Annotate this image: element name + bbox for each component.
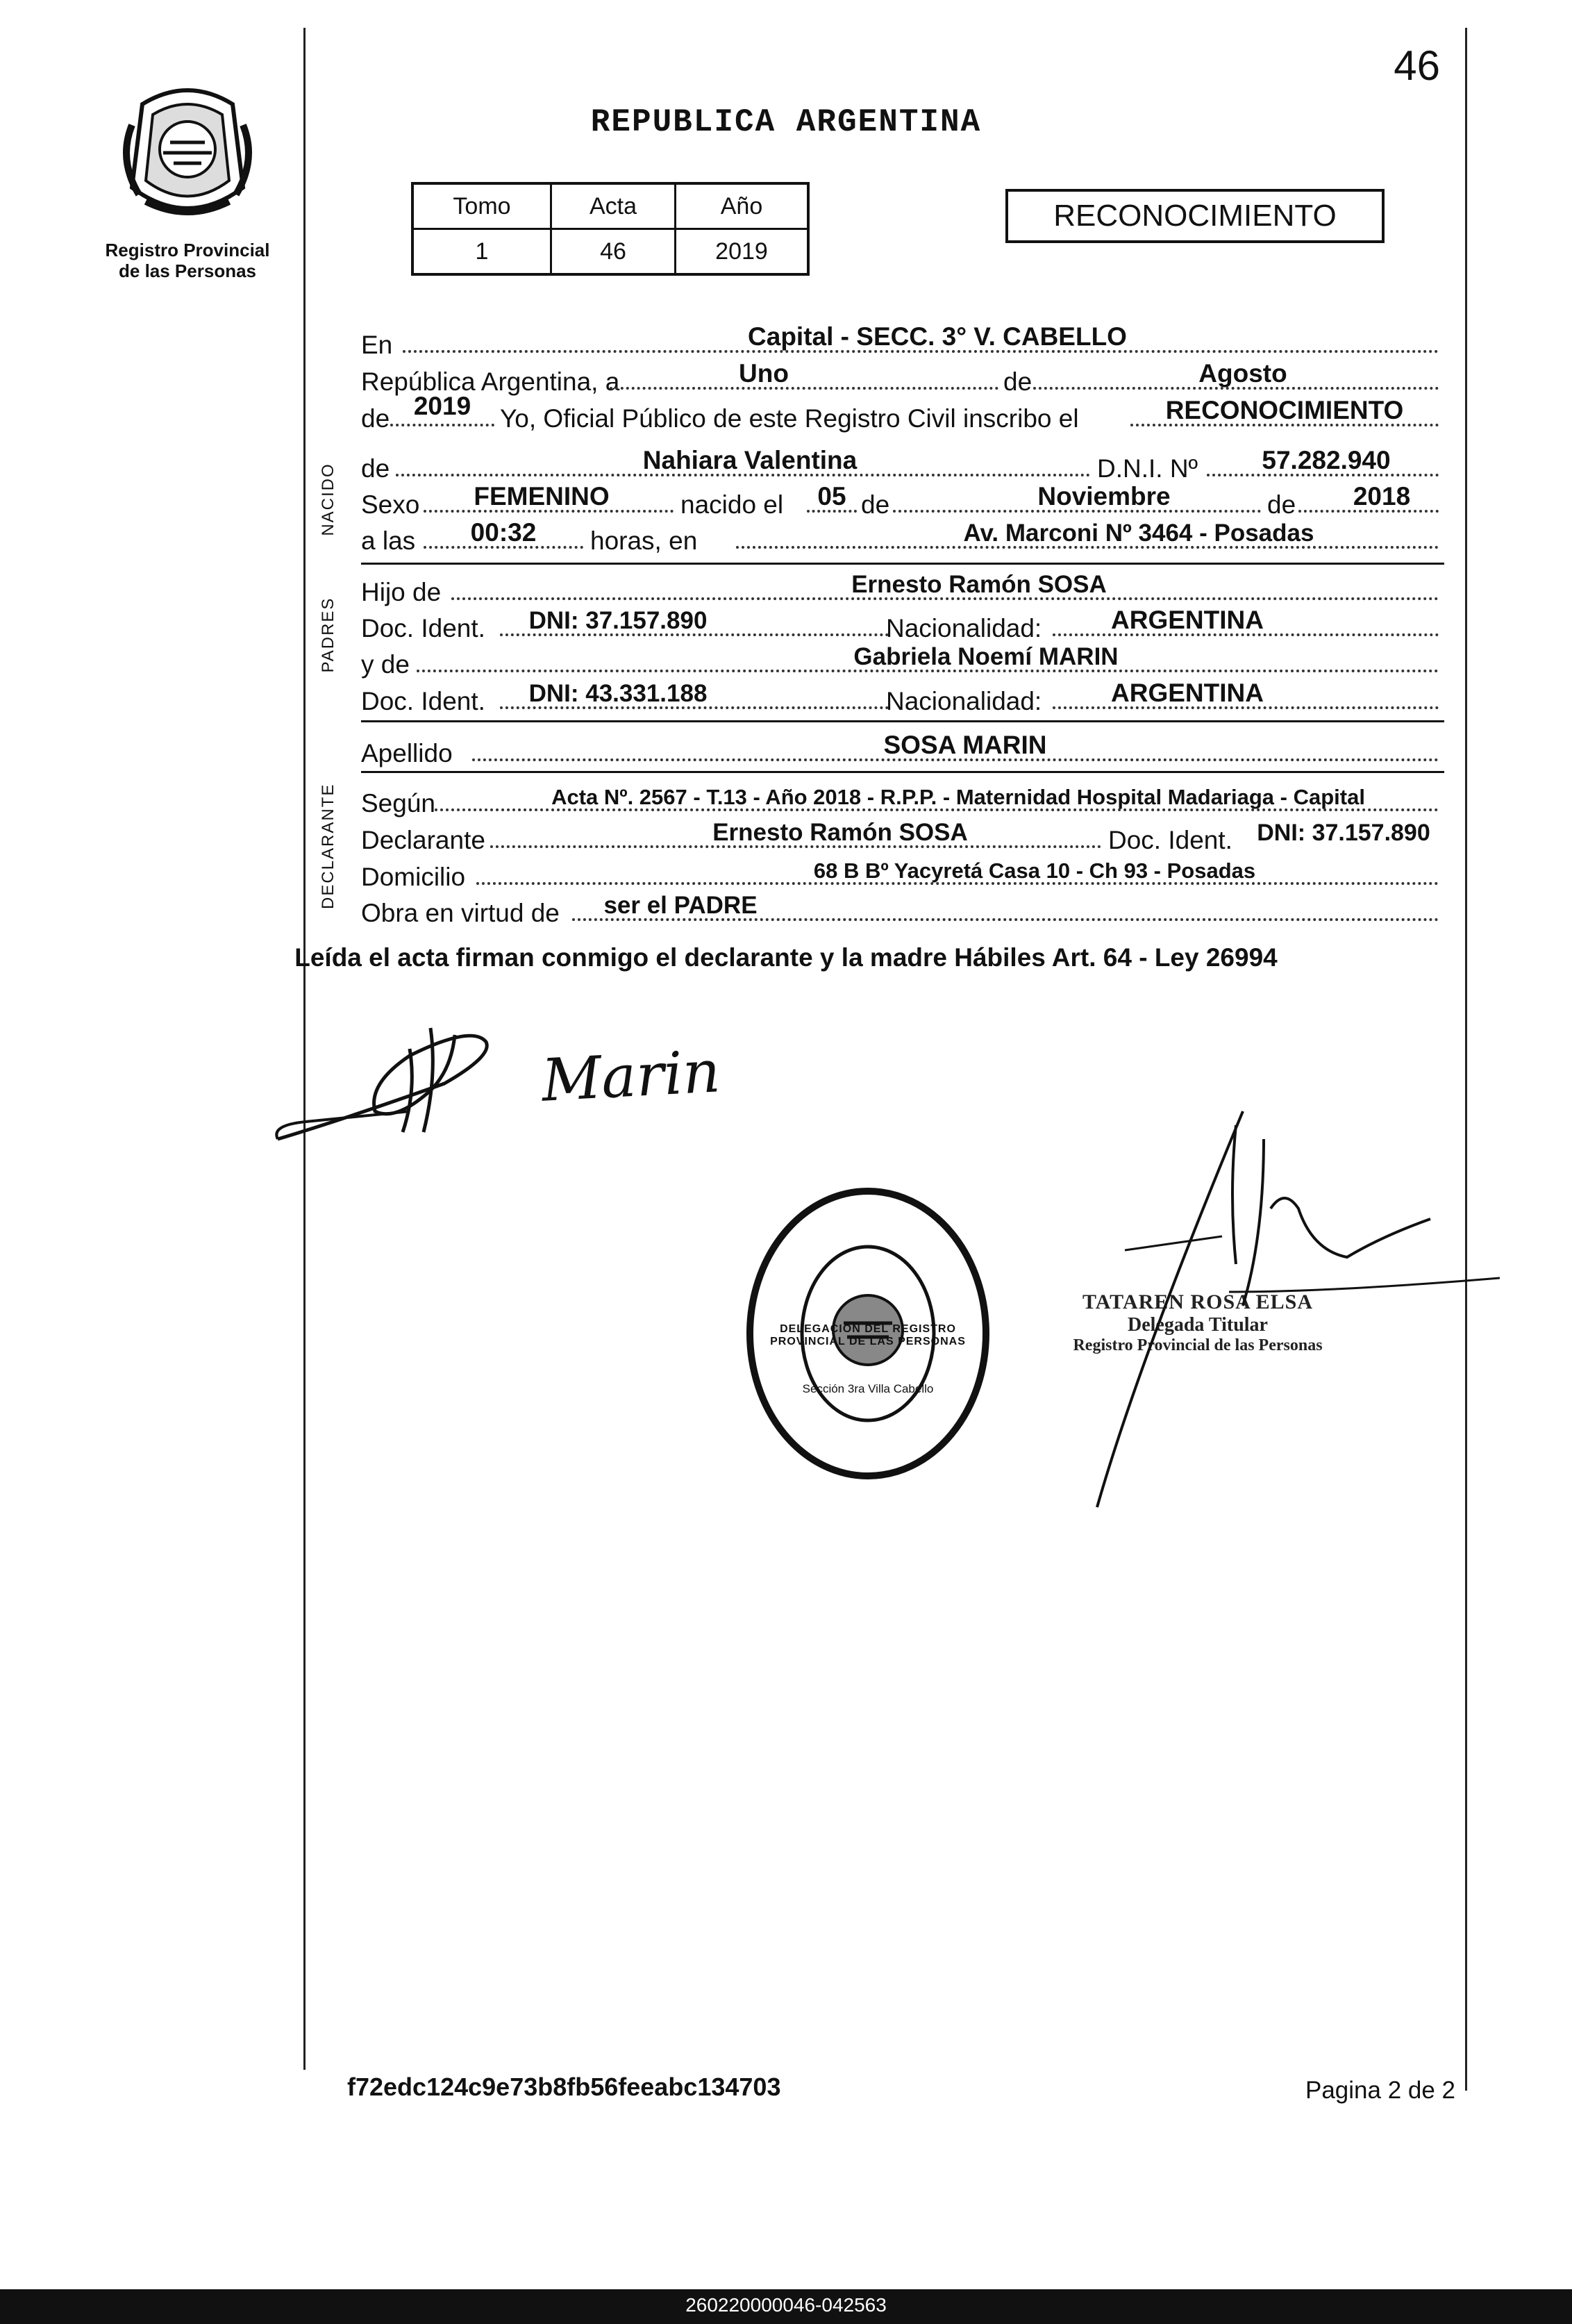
right-margin-line: [1465, 28, 1467, 2091]
logo-caption-line2: de las Personas: [119, 260, 256, 281]
apellido-label: Apellido: [361, 739, 453, 767]
doc-ident-label-1: Doc. Ident.: [361, 614, 485, 642]
section-label-padres: PADRES: [319, 597, 337, 673]
y-de-label: y de: [361, 650, 410, 679]
lugar-nacimiento-value: Av. Marconi Nº 3464 - Posadas: [963, 520, 1314, 547]
official-name: TATAREN ROSA ELSA: [1082, 1290, 1314, 1313]
row-segun: [361, 779, 1441, 820]
lugar-value: Capital - SECC. 3° V. CABELLO: [748, 322, 1127, 351]
row-madre-doc: [361, 677, 1441, 717]
anio-header: Año: [676, 183, 809, 229]
madre-value: Gabriela Noemí MARIN: [853, 643, 1119, 670]
nac-dia-value: 05: [817, 482, 846, 511]
document-title: REPUBLICA ARGENTINA: [590, 104, 982, 140]
row-declarante: [361, 816, 1441, 856]
logo-caption-line1: Registro Provincial: [105, 240, 270, 260]
domicilio-label: Domicilio: [361, 863, 466, 891]
hijo-de-label: Hijo de: [361, 578, 442, 606]
official-signature: [1055, 1097, 1500, 1528]
decl-doc-label: Doc. Ident.: [1108, 826, 1232, 854]
madre-nac-value: ARGENTINA: [1111, 679, 1264, 707]
tomo-header: Tomo: [412, 183, 551, 229]
record-table-header: [412, 183, 808, 229]
legal-text: Leída el acta firman conmigo el declarante y la madre Hábiles Art. 64 - Ley 26994: [294, 943, 1278, 972]
acta-header: Acta: [551, 183, 676, 229]
row-sexo: [361, 481, 1441, 521]
madre-doc-value: DNI: 43.331.188: [528, 680, 708, 707]
de-label-1: de: [1003, 367, 1032, 396]
row-madre: [361, 640, 1441, 681]
a-las-label: a las: [361, 526, 416, 555]
mother-signature: Marin: [540, 1037, 722, 1115]
de-label-4: de: [861, 490, 890, 519]
inscripcion-value: RECONOCIMIENTO: [1165, 396, 1404, 424]
segun-value: Acta Nº. 2567 - T.13 - Año 2018 - R.P.P. - Maternidad Hospital Madariaga - Capital: [551, 785, 1365, 809]
acta-value: 46: [551, 229, 676, 275]
row-obra: [361, 889, 1441, 929]
row-domicilio: [361, 853, 1441, 893]
document-hash: f72edc124c9e73b8fb56feeabc134703: [347, 2073, 781, 2101]
horas-en-label: horas, en: [590, 526, 698, 555]
anio-value: 2019: [676, 229, 809, 275]
anio-value: 2019: [413, 392, 471, 420]
record-table-values: [412, 229, 808, 275]
obra-label: Obra en virtud de: [361, 899, 560, 927]
official-role: Delegada Titular: [1128, 1314, 1268, 1336]
section-label-declarante: DECLARANTE: [319, 783, 337, 909]
dots-anio: [390, 424, 494, 426]
oficial-text: Yo, Oficial Público de este Registro Civil inscribo el: [500, 404, 1079, 433]
hora-value: 00:32: [470, 518, 537, 547]
sexo-label: Sexo: [361, 490, 420, 519]
mes-value: Agosto: [1198, 359, 1287, 388]
nombre-value: Nahiara Valentina: [642, 446, 858, 474]
padre-doc-value: DNI: 37.157.890: [528, 607, 708, 634]
doc-ident-label-2: Doc. Ident.: [361, 687, 485, 715]
nac-anio-value: 2018: [1353, 482, 1411, 511]
separator-apellido: [361, 771, 1444, 773]
decl-doc-value: DNI: 37.157.890: [1257, 820, 1430, 846]
stamp-ring-text: DELEGACION DEL REGISTRO PROVINCIAL DE LAS PERSONAS: [770, 1323, 966, 1347]
de-label-5: de: [1267, 490, 1296, 519]
padre-nac-value: ARGENTINA: [1111, 606, 1264, 634]
tomo-value: 1: [412, 229, 551, 275]
dni-value: 57.282.940: [1262, 446, 1391, 474]
padre-value: Ernesto Ramón SOSA: [851, 571, 1107, 598]
nacionalidad-label-1: Nacionalidad:: [886, 614, 1042, 642]
footer-code: 260220000046-042563: [685, 2294, 887, 2316]
segun-label: Según: [361, 789, 435, 817]
separator-nacido: [361, 563, 1444, 565]
record-table: [411, 182, 810, 276]
en-label: En: [361, 331, 393, 359]
apellido-value: SOSA MARIN: [883, 731, 1047, 759]
row-lugar: [361, 321, 1441, 361]
page-indicator: Pagina 2 de 2: [1305, 2077, 1456, 2104]
act-type-box: RECONOCIMIENTO: [1005, 189, 1385, 243]
nacionalidad-label-2: Nacionalidad:: [886, 687, 1042, 715]
declarante-label: Declarante: [361, 826, 485, 854]
domicilio-value: 68 B Bº Yacyretá Casa 10 - Ch 93 - Posadas: [813, 858, 1256, 883]
dni-label: D.N.I. Nº: [1097, 454, 1198, 483]
nacido-el-label: nacido el: [680, 490, 784, 519]
official-office: Registro Provincial de las Personas: [1073, 1336, 1323, 1354]
row-fecha: [361, 358, 1441, 398]
de-label-3: de: [361, 454, 390, 483]
stamp-inner-text: Sección 3ra Villa Cabello: [802, 1382, 934, 1395]
republica-label: República Argentina, a: [361, 367, 620, 396]
row-padre-doc: [361, 604, 1441, 645]
separator-padres: [361, 720, 1444, 722]
dia-value: Uno: [739, 359, 789, 388]
obra-value: ser el PADRE: [603, 892, 758, 919]
row-nombre: [361, 445, 1441, 485]
page-number: 46: [1394, 42, 1440, 89]
de-label-2: de: [361, 404, 390, 433]
declarante-value: Ernesto Ramón SOSA: [712, 819, 968, 846]
row-padre: [361, 568, 1441, 608]
registry-stamp: [736, 1174, 1000, 1493]
nac-mes-value: Noviembre: [1037, 482, 1171, 511]
row-inscripcion: [361, 392, 1441, 435]
row-apellido: [361, 729, 1441, 770]
section-label-nacido: NACIDO: [319, 463, 337, 536]
row-hora: [361, 517, 1441, 557]
sexo-value: FEMENINO: [474, 482, 610, 511]
